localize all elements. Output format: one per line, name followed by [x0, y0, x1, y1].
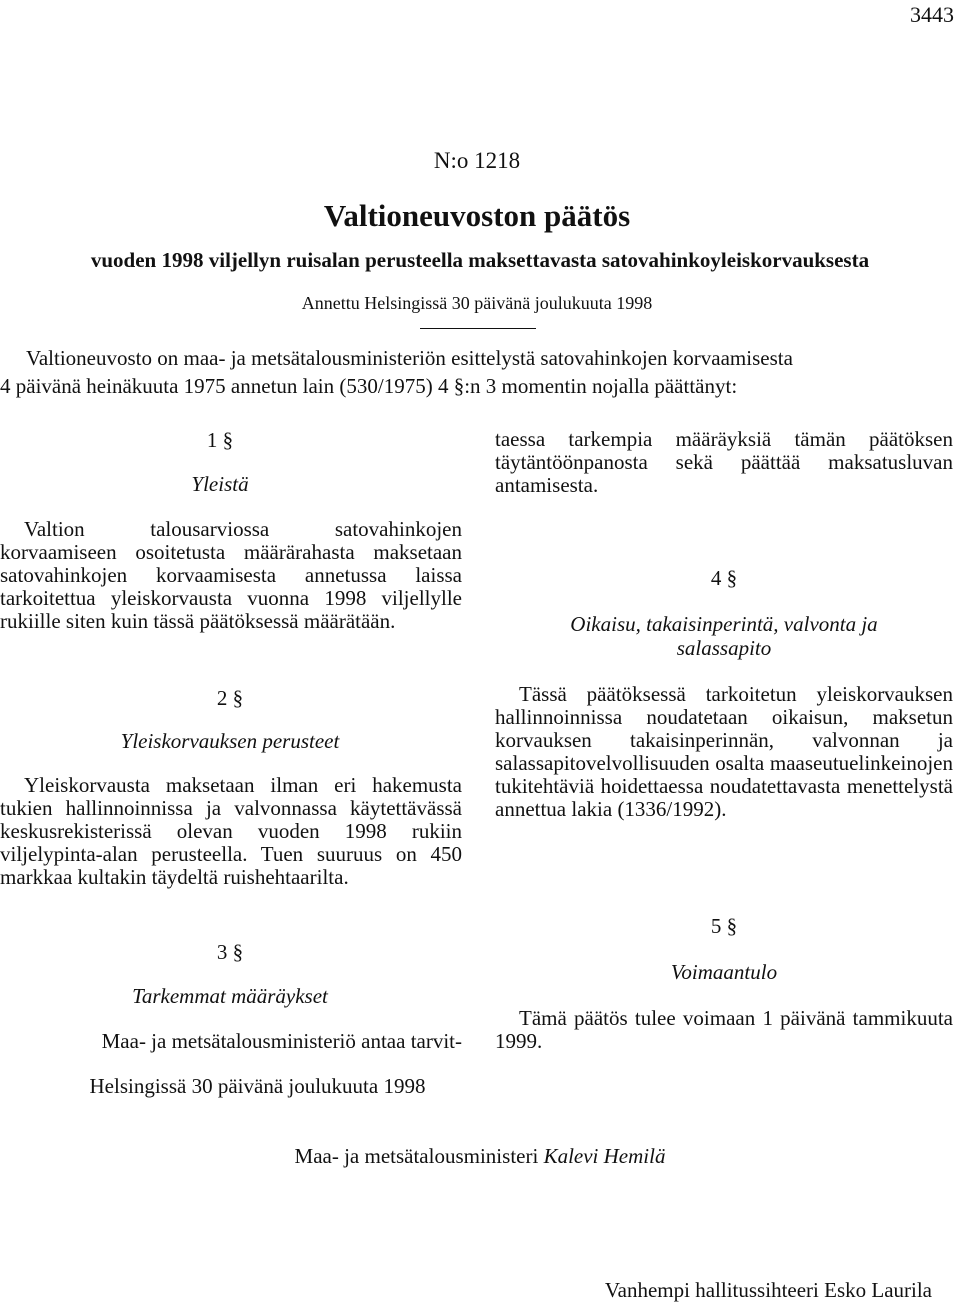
- minister-name: Kalevi Hemilä: [543, 1144, 666, 1168]
- section-2-heading: Yleiskorvauksen perusteet: [120, 729, 340, 753]
- section-1-text: Valtion talousarviossa satovahinkojen korvaamiseen osoitetusta määrärahasta maksetaan satovahinkojen korvaamisesta annetussa laissa tarkoitettua yleiskorvausta vuonna 1998 viljellylle rukiille siten kuin tässä päätöksessä määrätään.: [0, 517, 462, 633]
- statute-number: N:o 1218: [433, 148, 521, 173]
- section-5-body: [495, 1007, 953, 1053]
- minister-title: Maa- ja metsätalousministeri: [294, 1144, 539, 1168]
- section-3-text-start: Maa- ja metsätalousministeriö antaa tarvit-: [101, 1029, 462, 1053]
- section-4-heading: Oikaisu, takaisinperintä, valvonta ja salassapito: [570, 612, 878, 660]
- preamble-line-2: 4 päivänä heinäkuuta 1975 annetun lain (530/1975) 4 §:n 3 momentin nojalla päättänyt:: [0, 374, 738, 398]
- section-2-number: 2 §: [216, 686, 244, 710]
- document-subtitle: vuoden 1998 viljellyn ruisalan perusteella maksettavasta satovahinkoyleiskorvauksesta: [90, 248, 870, 272]
- section-3-body-start: [0, 1030, 462, 1053]
- preamble-line-1: Valtioneuvosto on maa- ja metsätalousministeriön esittelystä satovahinkojen korvaamisesta: [26, 346, 793, 370]
- section-5-heading: Voimaantulo: [670, 960, 778, 984]
- signature-place-date: Helsingissä 30 päivänä joulukuuta 1998: [89, 1074, 426, 1098]
- section-3-text-cont: taessa tarkempia määräyksiä tämän päätöksen täytäntöönpanosta sekä päättää maksatusluvan antamisesta.: [495, 427, 953, 497]
- section-3-number: 3 §: [216, 940, 244, 964]
- section-4-number: 4 §: [710, 566, 738, 590]
- section-1-heading: Yleistä: [191, 472, 249, 496]
- section-4-body: [495, 683, 953, 821]
- section-3-body-cont: [495, 428, 953, 497]
- title-divider: [420, 328, 536, 329]
- secretary-signature: Vanhempi hallitussihteeri Esko Laurila: [604, 1278, 932, 1302]
- section-2-body: [0, 774, 462, 889]
- section-5-number: 5 §: [710, 914, 738, 938]
- section-1-body: [0, 518, 462, 633]
- minister-signature: [0, 1144, 960, 1169]
- section-3-heading: Tarkemmat määräykset: [132, 984, 328, 1008]
- section-1-number: 1 §: [206, 428, 234, 452]
- document-title: Valtioneuvoston päätös: [323, 198, 631, 233]
- page-number: 3443: [910, 2, 954, 27]
- preamble: [0, 344, 954, 400]
- section-2-text: Yleiskorvausta maksetaan ilman eri hakemusta tukien hallinnoinnissa ja valvonnassa käytettävässä keskusrekisterissä olevan vuoden 1998 rukiin viljelypinta-alan perusteella. Tuen suuruus on 450 markkaa kultakin täydeltä ruishehtaarilta.: [0, 773, 462, 889]
- given-date-line: Annettu Helsingissä 30 päivänä joulukuuta 1998: [301, 293, 653, 313]
- section-5-text: Tämä päätös tulee voimaan 1 päivänä tammikuuta 1999.: [495, 1006, 953, 1053]
- section-4-text: Tässä päätöksessä tarkoitetun yleiskorvauksen hallinnoinnissa noudatetaan oikaisun, maksetun korvauksen takaisinperinnän, valvonnan ja salassapitovelvollisuuden osalta maaseutuelinkeinojen tukitehtäviä hoidettaessa noudatettavasta menettelystä annettua lakia (1336/1992).: [495, 682, 953, 821]
